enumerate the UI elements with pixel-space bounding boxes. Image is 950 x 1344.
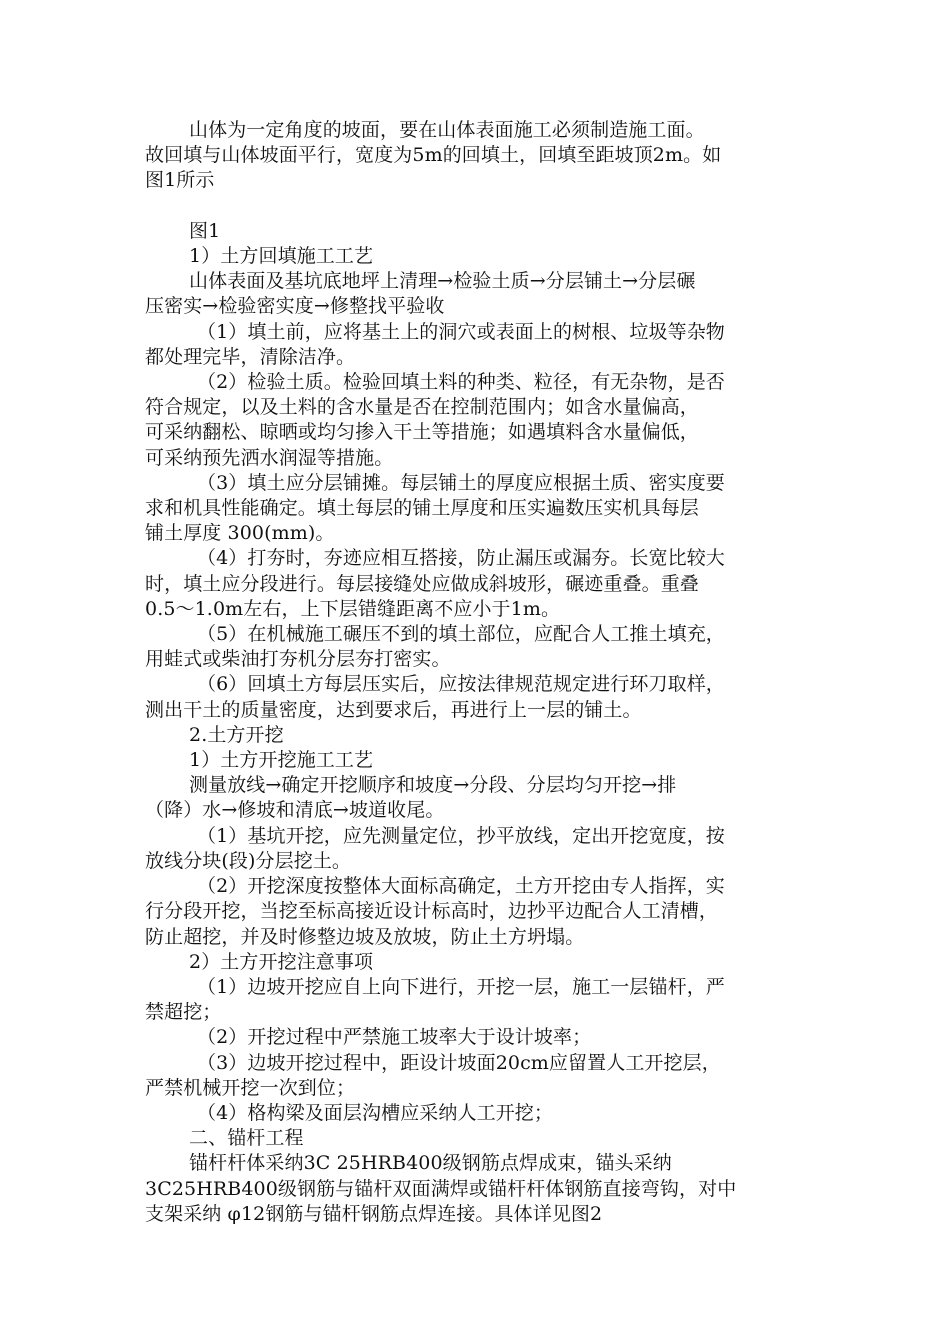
text-line: 压密实→检验密实度→修整找平验收: [145, 295, 445, 318]
text-line: 严禁机械开挖一次到位；: [145, 1076, 356, 1099]
text-line: （4）格构梁及面层沟槽应采纳人工开挖；: [197, 1101, 553, 1124]
text-line: 2.土方开挖: [189, 723, 284, 746]
text-line: （1）边坡开挖应自上向下进行，开挖一层，施工一层锚杆，严: [197, 975, 725, 998]
text-line: 禁超挖；: [145, 1001, 222, 1024]
text-line: 山体表面及基坑底地坪上清理→检验土质→分层铺土→分层碾: [189, 270, 696, 293]
text-line: 时，填土应分段进行。每层接缝处应做成斜坡形，碾迹重叠。重叠: [145, 572, 699, 595]
text-line: （1）填土前，应将基土上的洞穴或表面上的树根、垃圾等杂物: [197, 320, 725, 343]
text-line: 铺土厚度 300(mm)。: [145, 522, 335, 545]
text-line: 测量放线→确定开挖顺序和坡度→分段、分层均匀开挖→排: [189, 774, 677, 797]
blank-line: [145, 194, 810, 219]
text-line: （3）边坡开挖过程中，距设计坡面20cm应留置人工开挖层，: [197, 1051, 721, 1074]
text-line: 放线分块(段)分层挖土。: [145, 849, 352, 872]
text-line: 图1所示: [145, 169, 215, 192]
text-line: 锚杆杆体采纳3C 25HRB400级钢筋点焊成束，锚头采纳: [189, 1152, 672, 1175]
text-line: （降）水→修坡和清底→坡道收尾。: [145, 799, 445, 822]
text-line: （2）开挖深度按整体大面标高确定，土方开挖由专人指挥，实: [197, 875, 725, 898]
text-line: 2）土方开挖注意事项: [189, 950, 374, 973]
text-line: （2）检验土质。检验回填土料的种类、粒径，有无杂物，是否: [197, 371, 725, 394]
text-line: 求和机具性能确定。填土每层的铺土厚度和压实遍数压实机具每层: [145, 497, 699, 520]
text-line: （2）开挖过程中严禁施工坡率大于设计坡率；: [197, 1026, 592, 1049]
document-body: [145, 118, 810, 1227]
text-line: 防止超挖，并及时修整边坡及放坡，防止土方坍塌。: [145, 925, 585, 948]
text-line: （6）回填土方每层压实后，应按法律规范规定进行环刀取样，: [197, 673, 725, 696]
text-line: 行分段开挖，当挖至标高接近设计标高时，边抄平边配合人工清槽，: [145, 900, 719, 923]
text-line: 都处理完毕，清除洁净。: [145, 345, 356, 368]
text-line: 0.5～1.0m左右，上下层错缝距离不应小于1m。: [145, 597, 561, 620]
text-line: 3C25HRB400级钢筋与锚杆双面满焊或锚杆杆体钢筋直接弯钩，对中: [145, 1177, 737, 1200]
text-line: （4）打夯时，夯迹应相互搭接，防止漏压或漏夯。长宽比较大: [197, 547, 725, 570]
text-line: 1）土方回填施工工艺: [189, 245, 374, 268]
text-line: 可采纳翻松、晾晒或均匀掺入干土等措施；如遇填料含水量偏低，: [145, 421, 699, 444]
text-line: 故回填与山体坡面平行，宽度为5m的回填土，回填至距坡顶2m。如: [145, 144, 722, 167]
text-line: 可采纳预先洒水润湿等措施。: [145, 446, 394, 469]
text-line: 测出干土的质量密度，达到要求后，再进行上一层的铺土。: [145, 698, 642, 721]
text-line: 符合规定，以及土料的含水量是否在控制范围内；如含水量偏高，: [145, 396, 699, 419]
text-line: （5）在机械施工碾压不到的填土部位，应配合人工推土填充，: [197, 623, 725, 646]
text-line: （1）基坑开挖，应先测量定位，抄平放线，定出开挖宽度，按: [197, 824, 725, 847]
text-line: 图1: [189, 219, 221, 242]
text-line: 用蛙式或柴油打夯机分层夯打密实。: [145, 648, 451, 671]
text-line: 山体为一定角度的坡面，要在山体表面施工必须制造施工面。: [189, 119, 705, 141]
text-line: （3）填土应分层铺摊。每层铺土的厚度应根据土质、密实度要: [197, 471, 725, 494]
text-line: 二、锚杆工程: [189, 1127, 304, 1150]
text-line: 支架采纳 φ12钢筋与锚杆钢筋点焊连接。具体详见图2: [145, 1202, 603, 1225]
text-line: 1）土方开挖施工工艺: [189, 749, 374, 772]
